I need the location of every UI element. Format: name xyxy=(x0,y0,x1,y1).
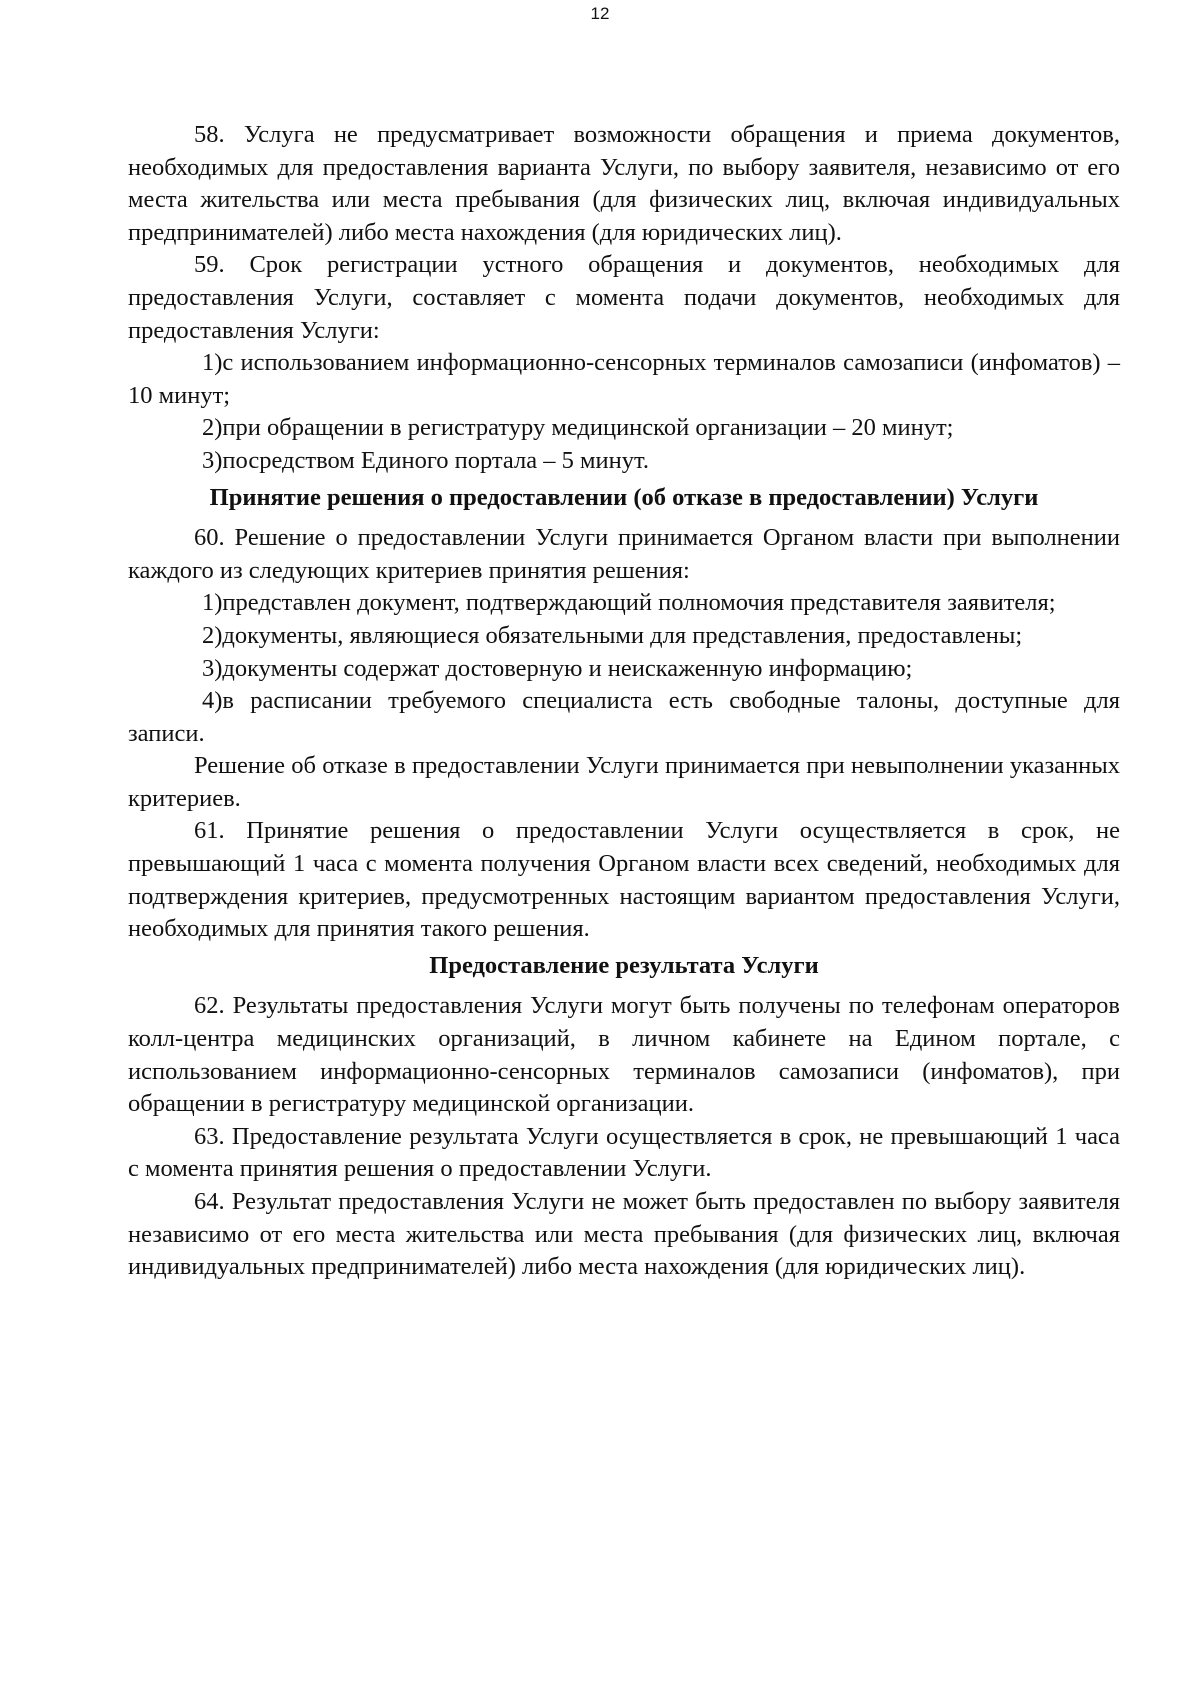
paragraph-refusal: Решение об отказе в предоставлении Услуги принимается при невыполнении указанных критериев. xyxy=(128,752,1120,812)
list-item: 2)документы, являющиеся обязательными для представления, предоставлены; xyxy=(202,621,1023,649)
list-item: 1)представлен документ, подтверждающий полномочия представителя заявителя; xyxy=(202,589,1056,617)
list-item: 3)документы содержат достоверную и неискаженную информацию; xyxy=(202,654,913,682)
paragraph-58: 58. Услуга не предусматривает возможности обращения и приема документов, необходимых для предоставления варианта Услуги, по выбору заявителя, независимо от его места жительства или места пребывания (для физических лиц, включая индивидуальных предпринимателей) либо места нахождения (для юридических лиц). xyxy=(128,121,1120,246)
list-item: 3)посредством Единого портала – 5 минут. xyxy=(202,446,649,474)
page-number: 12 xyxy=(590,4,610,23)
paragraph-62: 62. Результаты предоставления Услуги могут быть получены по телефонам операторов колл-центра медицинских организаций, в личном кабинете на Едином портале, с использованием информационно-сенсорных терминалов самозаписи (инфоматов), при обращении в регистратуру медицинской организации. xyxy=(128,992,1120,1118)
paragraph-59: 59. Срок регистрации устного обращения и документов, необходимых для предоставления Услуги, составляет с момента подачи документов, необходимых для предоставления Услуги: xyxy=(128,251,1120,344)
paragraph-60: 60. Решение о предоставлении Услуги принимается Органом власти при выполнении каждого из следующих критериев принятия решения: xyxy=(128,524,1120,584)
paragraph-63: 63. Предоставление результата Услуги осуществляется в срок, не превышающий 1 часа с момента принятия решения о предоставлении Услуги. xyxy=(128,1122,1120,1183)
list-item: 1)с использованием информационно-сенсорных терминалов самозаписи (инфоматов) – 10 минут; xyxy=(128,349,1120,409)
document-body xyxy=(128,119,1120,1284)
paragraph-61: 61. Принятие решения о предоставлении Услуги осуществляется в срок, не превышающий 1 часа с момента получения Органом власти всех сведений, необходимых для подтверждения критериев, предусмотренных настоящим вариантом предоставления Услуги, необходимых для принятия такого решения. xyxy=(128,817,1120,943)
list-item: 2)при обращении в регистратуру медицинской организации – 20 минут; xyxy=(202,414,954,442)
paragraph-64: 64. Результат предоставления Услуги не может быть предоставлен по выбору заявителя независимо от его места жительства или места пребывания (для физических лиц, включая индивидуальных предпринимателей) либо места нахождения (для юридических лиц). xyxy=(128,1188,1120,1281)
list-item: 4)в расписании требуемого специалиста есть свободные талоны, доступные для записи. xyxy=(128,687,1120,747)
section-heading: Предоставление результата Услуги xyxy=(429,951,819,979)
section-heading: Принятие решения о предоставлении (об отказе в предоставлении) Услуги xyxy=(209,483,1039,511)
